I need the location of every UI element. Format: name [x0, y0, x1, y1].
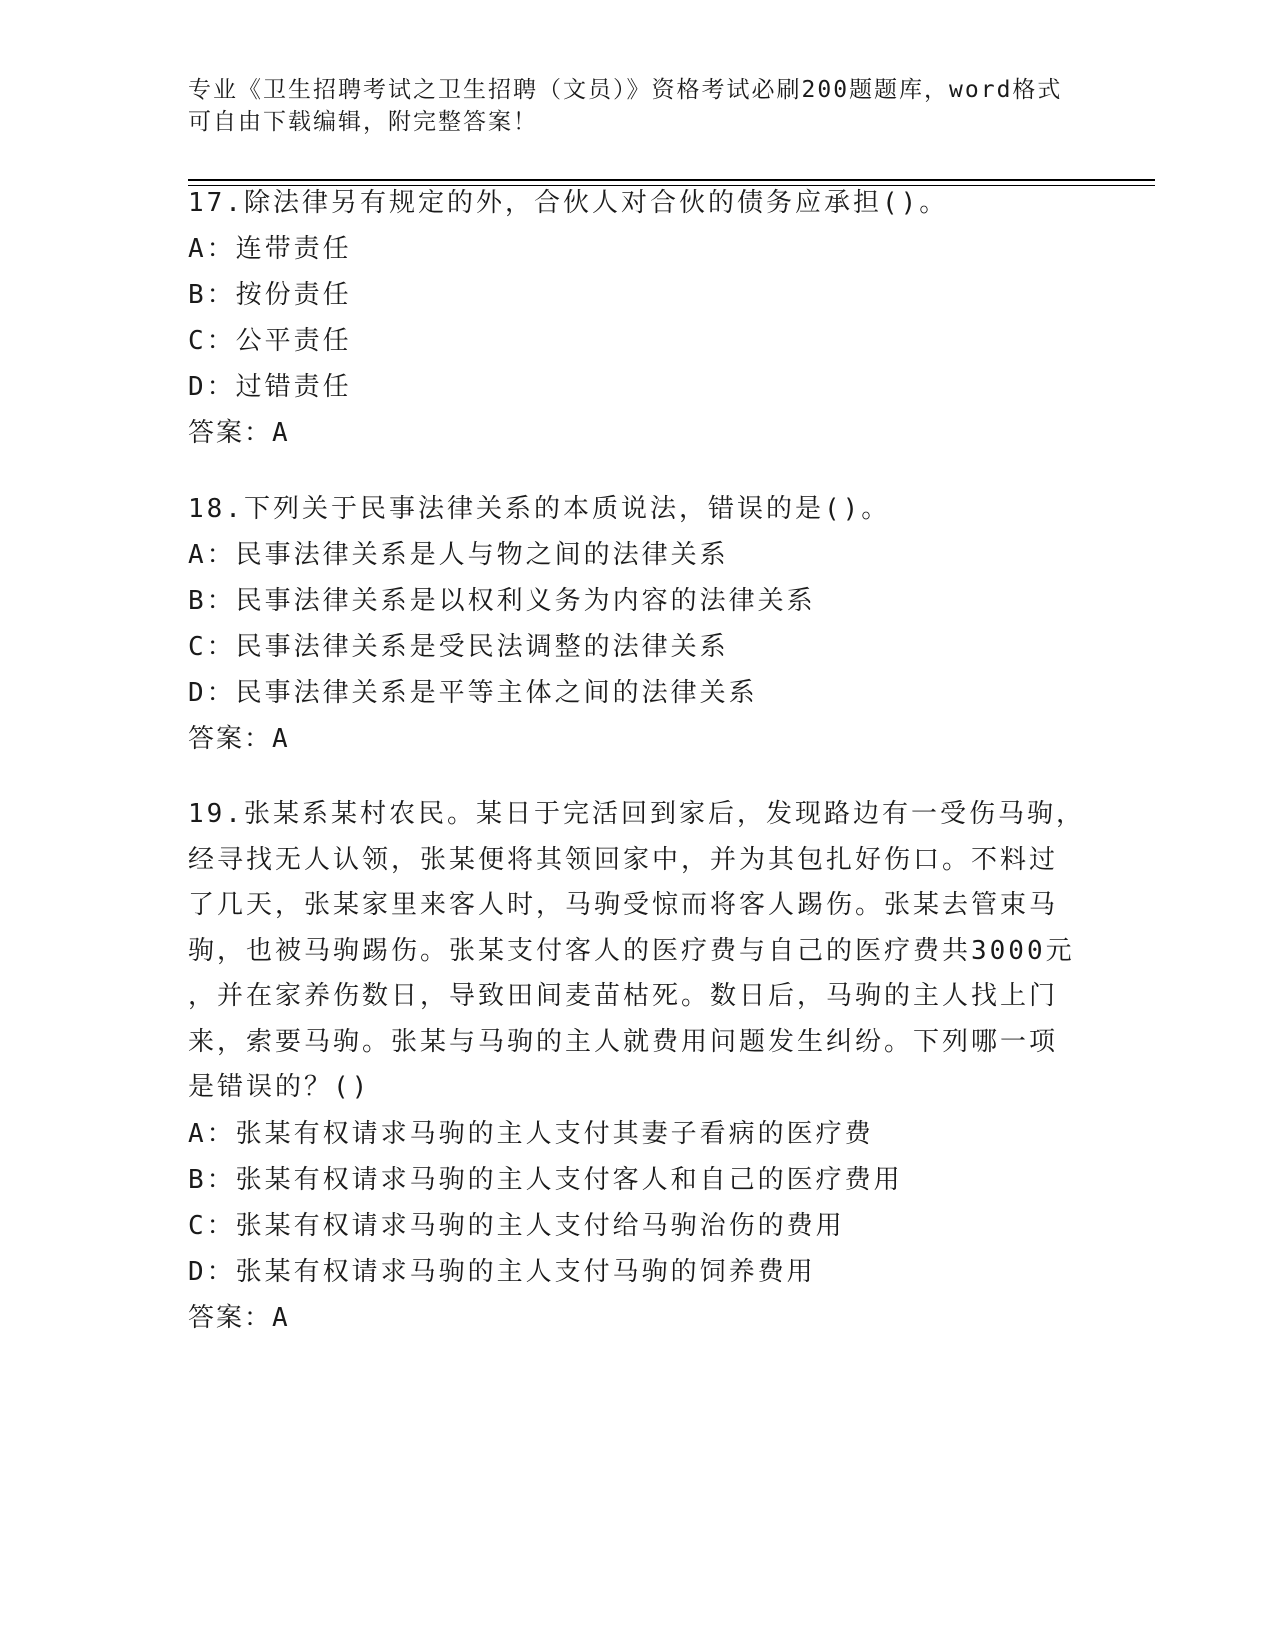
option-c: C：公平责任	[188, 326, 352, 356]
option-b: B：按份责任	[188, 280, 352, 310]
option-a: A：民事法律关系是人与物之间的法律关系	[188, 540, 729, 570]
answer-label: 答案：	[188, 724, 273, 754]
question-17	[188, 180, 1088, 456]
option-a: A：连带责任	[188, 234, 352, 264]
option-c: C：张某有权请求马驹的主人支付给马驹治伤的费用	[188, 1210, 845, 1241]
answer-label: 答案：	[188, 418, 273, 448]
question-stem-line: 驹，也被马驹踢伤。张某支付客人的医疗费与自己的医疗费共3000元	[188, 935, 1075, 966]
question-stem: 17.除法律另有规定的外，合伙人对合伙的债务应承担()。	[188, 188, 949, 218]
header-line-2: 可自由下载编辑，附完整答案！	[188, 109, 538, 135]
option-c: C：民事法律关系是受民法调整的法律关系	[188, 632, 729, 662]
question-stem: 18.下列关于民事法律关系的本质说法，错误的是()。	[188, 494, 891, 524]
answer-line	[188, 716, 1088, 762]
document-header	[188, 74, 1088, 138]
answer-value: A	[272, 724, 291, 754]
option-d: D：张某有权请求马驹的主人支付马驹的饲养费用	[188, 1256, 816, 1287]
option-d: D：民事法律关系是平等主体之间的法律关系	[188, 678, 758, 708]
answer-line	[188, 1295, 1088, 1341]
answer-value: A	[272, 1302, 291, 1333]
question-stem-line: 了几天，张某家里来客人时，马驹受惊而将客人踢伤。张某去管束马	[188, 890, 1059, 920]
question-stem-line: 是错误的？()	[188, 1072, 371, 1102]
option-b: B：张某有权请求马驹的主人支付客人和自己的医疗费用	[188, 1164, 903, 1195]
option-d: D：过错责任	[188, 372, 352, 402]
header-line-1: 专业《卫生招聘考试之卫生招聘（文员）》资格考试必刷200题题库，word格式	[188, 77, 1063, 103]
question-stem-line: 经寻找无人认领，张某便将其领回家中，并为其包扎好伤口。不料过	[188, 844, 1059, 875]
question-stem-line: 19.张某系某村农民。某日于完活回到家后，发现路边有一受伤马驹，	[188, 799, 1085, 829]
answer-value: A	[272, 418, 291, 448]
option-a: A：张某有权请求马驹的主人支付其妻子看病的医疗费	[188, 1118, 874, 1149]
question-19	[188, 792, 1088, 1341]
question-stem-line: 来，索要马驹。张某与马驹的主人就费用问题发生纠纷。下列哪一项	[188, 1026, 1059, 1057]
answer-label: 答案：	[188, 1302, 273, 1333]
question-18	[188, 486, 1088, 762]
answer-line	[188, 410, 1088, 456]
option-b: B：民事法律关系是以权利义务为内容的法律关系	[188, 586, 816, 616]
question-stem-line: ，并在家养伤数日，导致田间麦苗枯死。数日后，马驹的主人找上门	[188, 981, 1059, 1011]
